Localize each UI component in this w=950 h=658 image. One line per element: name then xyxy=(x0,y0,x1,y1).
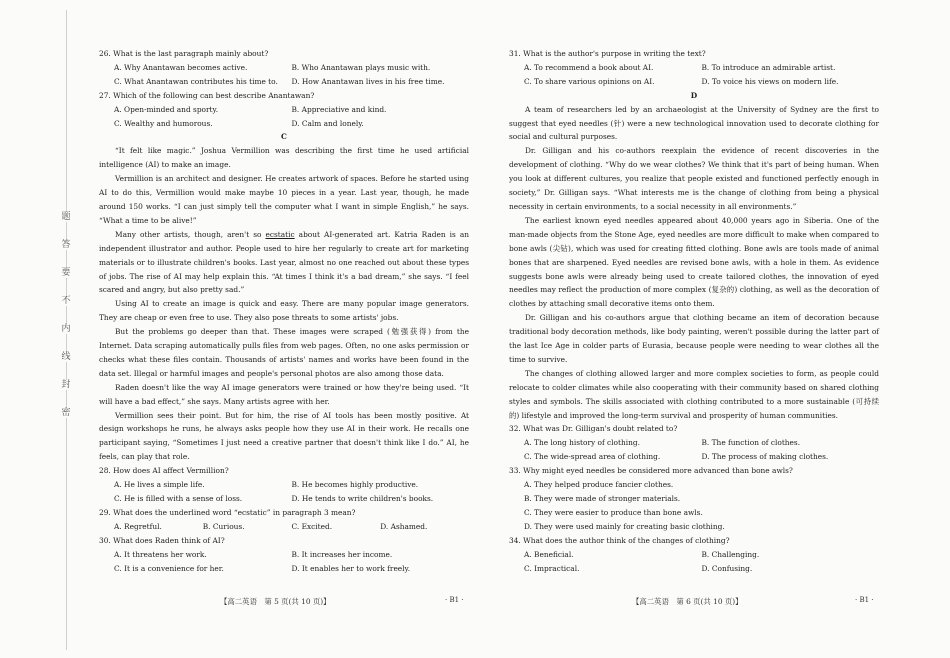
section-heading-c: C xyxy=(281,132,287,142)
page-footer-left: 【高二英语 第 5 页(共 10 页)】 xyxy=(220,597,331,606)
question-stem: 33. Why might eyed needles be considered more advanced than bone awls? xyxy=(509,466,793,476)
question-stem: 29. What does the underlined word “ecstatic” in paragraph 3 mean? xyxy=(99,507,356,517)
option-d: D. To voice his views on modern life. xyxy=(701,76,839,86)
option-a: A. The long history of clothing. xyxy=(524,438,640,448)
option-b: B. It increases her income. xyxy=(291,549,393,559)
option-d: D. How Anantawan lives in his free time. xyxy=(291,76,445,86)
option-c: C. It is a convenience for her. xyxy=(114,563,224,573)
question-stem: 28. How does AI affect Vermillion? xyxy=(99,466,229,476)
option-b: B. The function of clothes. xyxy=(701,438,801,448)
option-d: D. They were used mainly for creating basic clothing. xyxy=(524,521,725,531)
option-b: B. They were made of stronger materials. xyxy=(524,494,681,503)
option-a: A. They helped produce fancier clothes. xyxy=(524,480,674,490)
passage-paragraph: Vermillion sees their point. But for him, the rise of AI tools has been mostly positive. At design workshops he runs, he always asks people how they use AI in their work. He recalls one participant saying, “Sometimes I just need a creative partner that doesn't think like I do.” AI, he feels, can play that role. xyxy=(99,410,469,462)
question-stem: 31. What is the author's purpose in writing the text? xyxy=(509,49,706,58)
passage-paragraph: The changes of clothing allowed larger and more complex societies to form, as people could relocate to colder climates while also cooperating with their community based on shared clothing styles and symbols. The skills associated with clothing contributed to a more sustainable (可持续的) lifestyle and improved the long-term survival and prosperity of human communities. xyxy=(509,368,879,420)
question-options xyxy=(99,548,469,576)
question-options xyxy=(99,478,469,506)
question-stem: 34. What does the author think of the changes of clothing? xyxy=(509,535,730,545)
margin-char: 线 xyxy=(61,352,71,362)
question-stem: 32. What was Dr. Gilligan's doubt related to? xyxy=(509,424,678,434)
option-a: A. He lives a simple life. xyxy=(114,480,205,490)
passage-paragraph: But the problems go deeper than that. These images were scraped (勉强获得) from the Internet. Data scraping automatically pulls files from web pages. Often, no one asks permission or checks what these files contain. Thousands of artists' names and works have been found in the data set. Illegal or harmful images and people's personal photos are also among those data. xyxy=(99,327,469,378)
passage-paragraph: “It felt like magic.” Joshua Vermillion was describing the first time he used artificial intelligence (AI) to make an image. xyxy=(99,146,469,170)
paragraph-text: about AI-generated art. Katria Raden is an independent illustrator and author. People used to hire her regularly to create art for marketing materials or to illustrate children's books. Last year, almost no one reached out about these types of jobs. The rise of AI may help explain this. “At times I think it's a bad dream,” she says. “I feel scared and angry, but also pretty sad.” xyxy=(99,229,469,295)
question-options xyxy=(509,436,879,464)
option-a: A. Regretful. xyxy=(114,521,162,531)
question-stem: 26. What is the last paragraph mainly about? xyxy=(99,49,269,58)
page-code-left: · B1 · xyxy=(445,596,464,604)
question-options xyxy=(99,103,469,131)
margin-char: 要 xyxy=(61,268,71,278)
margin-char: 答 xyxy=(61,240,71,250)
margin-char: 封 xyxy=(61,380,71,390)
passage-paragraph: Dr. Gilligan and his co-authors argue that clothing became an item of decoration because traditional body decoration methods, like body painting, weren't possible during the latter part of the last Ice Age in colder parts of Eurasia, because people were needing to wear clothes all the time to survive. xyxy=(509,313,879,364)
option-c: C. To share various opinions on AI. xyxy=(524,76,655,86)
passage-paragraph: Vermillion is an architect and designer. He creates artwork of spaces. Before he started using AI to do this, Vermillion would make maybe 10 pieces in a year. Last year, though, he made around 150 works. “I can just simply tell the computer what I want in simple English,” he says. “What a time to be alive!” xyxy=(99,174,469,225)
question-stem: 30. What does Raden think of AI? xyxy=(99,535,225,545)
page-code-right: · B1 · xyxy=(855,596,874,604)
option-a: A. To recommend a book about AI. xyxy=(524,62,654,72)
option-b: B. Curious. xyxy=(202,521,245,531)
option-c: C. The wide-spread area of clothing. xyxy=(524,452,661,462)
passage-paragraph xyxy=(99,228,469,298)
passage-paragraph: A team of researchers led by an archaeologist at the University of Sydney are the first to suggest that eyed needles (针) were a new technological innovation used to decorate clothing for social and cultural purposes. xyxy=(509,104,879,142)
margin-char: 密 xyxy=(61,408,71,418)
question-stem: 27. Which of the following can best describe Anantawan? xyxy=(99,90,315,100)
option-b: B. Challenging. xyxy=(701,549,760,559)
passage-paragraph: The earliest known eyed needles appeared about 40,000 years ago in Siberia. One of the man-made objects from the Stone Age, eyed needles are more difficult to make when compared to bone awls (尖钻), which was used for creating fitted clothing. Bone awls are tools made of animal bones that are sharpened. Eyed needles are revised bone awls, with a hole in them. As evidence suggests bone awls were already being used to create tailored clothes, the innovation of eyed needles may reflect the production of more complex (复杂的) clothing, as well as the decoration of clothes by attaching small decorative items onto them. xyxy=(509,215,879,309)
option-d: D. Ashamed. xyxy=(380,521,428,531)
option-a: A. Beneficial. xyxy=(524,549,574,559)
option-d: D. The process of making clothes. xyxy=(701,452,829,462)
question-options xyxy=(99,520,469,534)
option-c: C. Excited. xyxy=(291,521,333,531)
question-options xyxy=(509,548,879,576)
passage-paragraph: Raden doesn't like the way AI image generators were trained or how they're being used. “It will have a bad effect,” she says. Many artists agree with her. xyxy=(99,382,469,406)
passage-paragraph: Using AI to create an image is quick and easy. There are many popular image generators. They are cheap or even free to use. They also pose threats to some artists' jobs. xyxy=(99,299,469,323)
option-d: D. Confusing. xyxy=(701,563,753,573)
option-a: A. Why Anantawan becomes active. xyxy=(114,62,248,72)
underlined-word: ecstatic xyxy=(265,229,295,239)
option-d: D. He tends to write children's books. xyxy=(291,494,434,503)
option-c: C. Wealthy and humorous. xyxy=(114,118,213,128)
question-options xyxy=(509,478,879,534)
option-a: A. It threatens her work. xyxy=(114,549,207,559)
option-a: A. Open-minded and sporty. xyxy=(114,104,219,114)
question-options xyxy=(509,61,879,89)
paragraph-text: Many other artists, though, aren't so xyxy=(115,229,266,239)
margin-char: 内 xyxy=(61,324,71,334)
margin-char: 不 xyxy=(61,296,71,306)
option-b: B. Who Anantawan plays music with. xyxy=(291,62,431,72)
option-c: C. What Anantawan contributes his time to. xyxy=(114,76,278,86)
option-b: B. To introduce an admirable artist. xyxy=(701,62,836,72)
margin-char: 题 xyxy=(61,212,71,222)
passage-paragraph: Dr. Gilligan and his co-authors reexplain the evidence of recent discoveries in the development of clothing. “Why do we wear clothes? We think that it's part of being human. When you look at different cultures, you realize that people existed and functioned perfectly enough in society,” Dr. Gilligan says. “What interests me is the change of clothing from being a physical necessity in certain environments, to a social necessity in all environments.” xyxy=(509,146,879,211)
option-b: B. Appreciative and kind. xyxy=(291,104,387,114)
left-page-column xyxy=(99,47,469,575)
right-page-column xyxy=(509,47,879,575)
option-c: C. He is filled with a sense of loss. xyxy=(114,494,243,503)
option-c: C. They were easier to produce than bone awls. xyxy=(524,507,703,517)
option-c: C. Impractical. xyxy=(524,563,580,573)
option-d: D. Calm and lonely. xyxy=(291,118,364,128)
option-b: B. He becomes highly productive. xyxy=(291,480,419,490)
option-d: D. It enables her to work freely. xyxy=(291,563,411,573)
question-options xyxy=(99,61,469,89)
page-footer-right: 【高二英语 第 6 页(共 10 页)】 xyxy=(632,597,743,606)
section-heading-d: D xyxy=(690,90,698,100)
binding-margin xyxy=(0,0,95,658)
